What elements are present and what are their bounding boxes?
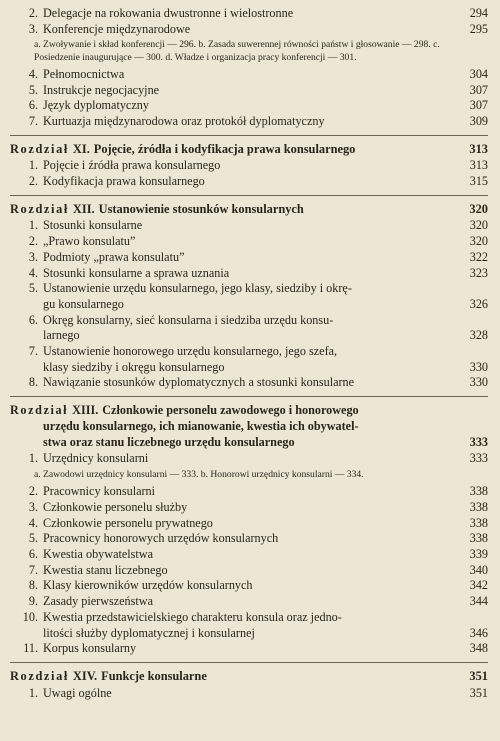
entry-title: larnego xyxy=(43,328,80,343)
entry-title: Pracownicy konsularni xyxy=(43,484,156,499)
toc-entry xyxy=(10,610,488,626)
toc-entry xyxy=(10,578,488,594)
toc-entry xyxy=(10,531,488,547)
page-number: 351 xyxy=(469,685,488,700)
toc-entry xyxy=(10,22,488,38)
entry-number: 7. xyxy=(28,113,38,128)
chapter-title: Ustanowienie stosunków konsularnych xyxy=(98,201,304,216)
page-number: 315 xyxy=(469,174,488,189)
toc-entry xyxy=(10,250,488,266)
subsection-summary: a. Zawodowi urzędnicy konsularni — 333. b. Honorowi urzędnicy konsularni — 334. xyxy=(34,468,364,480)
page-number: 320 xyxy=(469,201,488,216)
toc-entry xyxy=(10,375,488,391)
entry-title: Ustanowienie honorowego urzędu konsularnego, jego szefa, xyxy=(43,344,338,359)
page-number: 307 xyxy=(469,82,488,97)
entry-title: Kwestia stanu liczebnego xyxy=(43,562,168,577)
toc-entry xyxy=(10,174,488,190)
chapter-divider xyxy=(10,195,488,196)
entry-title: Uwagi ogólne xyxy=(43,685,112,700)
entry-title: Klasy kierowników urzędów konsularnych xyxy=(43,578,253,593)
entry-title: litości służby dyplomatycznej i konsularnej xyxy=(43,625,255,640)
entry-number: 9. xyxy=(28,594,38,609)
chapter-title: stwa oraz stanu liczebnego urzędu konsularnego xyxy=(43,434,295,449)
page-number: 346 xyxy=(469,625,488,640)
entry-number: 11. xyxy=(23,641,38,656)
entry-number: 7. xyxy=(28,344,38,359)
chapter-number: XI. xyxy=(72,141,90,156)
page-number: 339 xyxy=(469,547,488,561)
chapter-number: XIV. xyxy=(72,668,98,683)
chapter-keyword: Rozdział xyxy=(10,201,69,216)
entry-title: Członkowie personelu służby xyxy=(43,499,188,514)
toc-entry xyxy=(10,641,488,657)
entry-title: Kurtuazja międzynarodowa oraz protokół dyplomatyczny xyxy=(43,113,325,128)
entry-title: Pełnomocnictwa xyxy=(43,66,125,81)
entry-title: Kodyfikacja prawa konsularnego xyxy=(43,174,205,189)
entry-title: Ustanowienie urzędu konsularnego, jego klasy, siedziby i okrę- xyxy=(43,281,352,296)
page-number: 338 xyxy=(469,531,488,546)
entry-title: „Prawo konsulatu” xyxy=(43,234,136,249)
entry-number: 6. xyxy=(28,312,38,327)
entry-title: Delegacje na rokowania dwustronne i wielostronne xyxy=(43,6,294,20)
page-number: 333 xyxy=(469,451,488,466)
page-number: 338 xyxy=(469,484,488,499)
entry-title: Zasady pierwszeństwa xyxy=(43,594,153,609)
page-number: 340 xyxy=(469,562,488,577)
toc-entry xyxy=(10,484,488,500)
toc-entry xyxy=(10,547,488,563)
toc-entry xyxy=(10,98,488,114)
entry-number: 8. xyxy=(28,375,38,390)
entry-number: 1. xyxy=(28,158,38,173)
entry-number: 4. xyxy=(28,265,38,280)
chapter-title-line xyxy=(10,403,488,419)
entry-number: 5. xyxy=(28,281,38,296)
page-number: 338 xyxy=(469,515,488,530)
entry-number: 7. xyxy=(28,562,38,577)
entry-number: 1. xyxy=(28,451,38,466)
table-of-contents xyxy=(10,6,488,701)
chapter-heading xyxy=(10,142,488,158)
entry-number: 1. xyxy=(28,218,38,233)
toc-entry-continuation xyxy=(10,297,488,313)
page-number: 313 xyxy=(469,158,488,173)
chapter-keyword: Rozdział xyxy=(10,668,69,683)
entry-title: klasy siedziby i okręgu konsularnego xyxy=(43,359,225,374)
page-number: 330 xyxy=(469,359,488,374)
entry-title: Konferencje międzynarodowe xyxy=(43,21,191,36)
toc-entry xyxy=(10,266,488,282)
chapter-keyword: Rozdział xyxy=(10,141,69,156)
entry-title: Pracownicy honorowych urzędów konsularnych xyxy=(43,531,279,546)
entry-number: 5. xyxy=(28,531,38,546)
chapter-number: XIII. xyxy=(72,403,99,418)
toc-entry xyxy=(10,451,488,467)
page-number: 322 xyxy=(469,249,488,264)
chapter-title-line xyxy=(10,419,488,435)
page-number: 304 xyxy=(469,66,488,81)
toc-entry xyxy=(10,594,488,610)
toc-entry xyxy=(10,281,488,297)
page-number: 348 xyxy=(469,641,488,656)
toc-entry xyxy=(10,563,488,579)
entry-title: Korpus konsularny xyxy=(43,641,137,656)
entry-title: Urzędnicy konsularni xyxy=(43,451,149,466)
chapter-heading xyxy=(10,202,488,218)
chapter-title: Członkowie personelu zawodowego i honorowego xyxy=(102,403,359,418)
toc-entry xyxy=(10,67,488,83)
page-number: 309 xyxy=(469,113,488,128)
entry-title: Instrukcje negocjacyjne xyxy=(43,82,160,97)
page-number: 333 xyxy=(469,434,488,449)
entry-number: 8. xyxy=(28,578,38,593)
toc-entry xyxy=(10,158,488,174)
entry-title: gu konsularnego xyxy=(43,296,124,311)
entry-number: 6. xyxy=(28,98,38,113)
toc-entry-continuation xyxy=(10,328,488,344)
entry-title: Nawiązanie stosunków dyplomatycznych a stosunki konsularne xyxy=(43,375,355,390)
entry-title: Kwestia obywatelstwa xyxy=(43,547,153,561)
chapter-heading xyxy=(10,403,488,450)
page-number: 294 xyxy=(469,6,488,20)
entry-number: 5. xyxy=(28,82,38,97)
chapter-keyword: Rozdział xyxy=(10,403,69,418)
entry-title: Pojęcie i źródła prawa konsularnego xyxy=(43,158,221,173)
page-number: 326 xyxy=(469,296,488,311)
chapter-divider xyxy=(10,662,488,663)
toc-entry xyxy=(10,313,488,329)
entry-title: Okręg konsularny, sieć konsularna i siedziba urzędu konsu- xyxy=(43,312,334,327)
entry-number: 6. xyxy=(28,547,38,561)
toc-entry xyxy=(10,83,488,99)
entry-number: 2. xyxy=(28,6,38,20)
page-number: 295 xyxy=(469,21,488,36)
chapter-title-line xyxy=(10,435,488,451)
chapter-divider xyxy=(10,135,488,136)
chapter-divider xyxy=(10,396,488,397)
toc-entry-continuation xyxy=(10,626,488,642)
toc-entry xyxy=(10,114,488,130)
toc-entry xyxy=(10,344,488,360)
entry-number: 2. xyxy=(28,174,38,189)
page-number: 320 xyxy=(469,234,488,249)
toc-entry xyxy=(10,516,488,532)
chapter-title: urzędu konsularnego, ich mianowanie, kwestia ich obywatel- xyxy=(43,418,359,433)
chapter-heading xyxy=(10,669,488,685)
entry-number: 4. xyxy=(28,515,38,530)
entry-title: Kwestia przedstawicielskiego charakteru konsula oraz jedno- xyxy=(43,609,342,624)
entry-number: 4. xyxy=(28,66,38,81)
entry-number: 2. xyxy=(28,234,38,249)
entry-title: Podmioty „prawa konsulatu” xyxy=(43,249,185,264)
toc-entry xyxy=(10,234,488,250)
toc-entry xyxy=(10,218,488,234)
entry-title: Stosunki konsularne a sprawa uznania xyxy=(43,265,230,280)
subsection-summary: a. Zwoływanie i skład konferencji — 296. b. Zasada suwerennej równości państw i głosowanie — 298. c. Posiedzenie inaugurujące — 300. d. Władze i organizacja pracy konferencji — 301. xyxy=(34,39,440,63)
toc-entry xyxy=(10,686,488,702)
entry-title: Członkowie personelu prywatnego xyxy=(43,515,213,530)
entry-title: Stosunki konsularne xyxy=(43,218,143,233)
page-number: 307 xyxy=(469,98,488,113)
page-number: 338 xyxy=(469,499,488,514)
entry-number: 3. xyxy=(28,21,38,36)
toc-entry xyxy=(10,500,488,516)
page-number: 323 xyxy=(469,265,488,280)
entry-number: 1. xyxy=(28,685,38,700)
page-number: 342 xyxy=(469,578,488,593)
page-number: 320 xyxy=(469,218,488,233)
page-number: 313 xyxy=(469,141,488,156)
page-number: 344 xyxy=(469,594,488,609)
toc-entry xyxy=(10,6,488,22)
entry-title: Język dyplomatyczny xyxy=(43,98,149,113)
chapter-title: Pojęcie, źródła i kodyfikacja prawa konsularnego xyxy=(93,141,356,156)
chapter-number: XII. xyxy=(72,201,95,216)
chapter-title: Funkcje konsularne xyxy=(101,668,207,683)
entry-number: 2. xyxy=(28,484,38,499)
entry-number: 10. xyxy=(22,609,38,624)
page-number: 330 xyxy=(469,375,488,390)
entry-number: 3. xyxy=(28,499,38,514)
page-number: 328 xyxy=(469,328,488,343)
entry-number: 3. xyxy=(28,249,38,264)
toc-entry-continuation xyxy=(10,360,488,376)
page-number: 351 xyxy=(469,668,488,683)
